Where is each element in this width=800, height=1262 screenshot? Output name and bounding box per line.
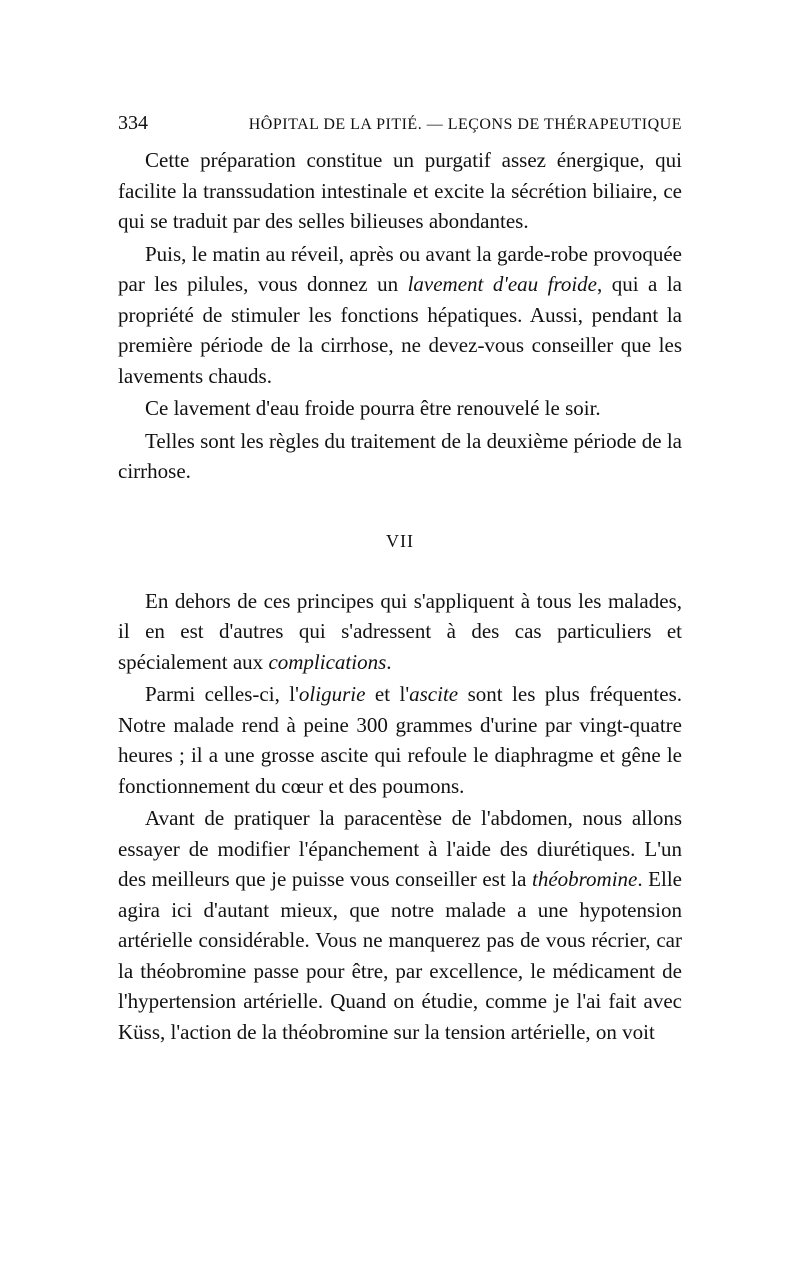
italic-term: complications: [268, 649, 387, 674]
page-number: 334: [118, 112, 148, 134]
italic-term: ascite: [409, 682, 459, 706]
italic-term: théobromine: [531, 867, 638, 891]
book-page: [118, 112, 682, 1047]
paragraph-purgatif: [118, 145, 682, 237]
paragraph-renouvele: [118, 393, 682, 424]
paragraph-text: Cette préparation constitue un purgatif assez énergique, qui facilite la transsudation intestinale et excite la sécrétion biliaire, ce qui se traduit par des selles bilieuses abondantes.: [118, 148, 682, 233]
italic-term: oligurie: [298, 682, 366, 706]
paragraph-text: Parmi celles-ci, l': [145, 682, 299, 706]
paragraph-complications: [118, 586, 682, 678]
paragraph-text: et l': [365, 682, 410, 706]
running-header: [118, 112, 682, 135]
paragraph-text: Puis, le matin au réveil, après ou avant la garde-robe provoquée par les pilules, vous donnez un: [118, 241, 682, 296]
paragraph-oligurie: [118, 679, 682, 801]
paragraph-text: .: [386, 649, 392, 674]
paragraph-text: . Elle agira ici d'autant mieux, que notre malade a une hypotension artérielle considérable. Vous ne manquerez pas de vous récrier, car la théobromine passe pour être, par excellence, le médicament de l'hypertension artérielle. Quand on étudie, comme je l'ai fait avec Küss, l'action de la théobromine sur la tension artérielle, on voit: [118, 867, 682, 1044]
paragraph-regles: [118, 426, 682, 487]
paragraph-text: Ce lavement d'eau froide pourra être renouvelé le soir.: [145, 396, 601, 420]
paragraph-text: Avant de pratiquer la paracentèse de l'abdomen, nous allons essayer de modifier l'épanchement à l'aide des diurétiques. L'un des meilleurs que je puisse vous conseiller est la: [118, 806, 682, 891]
section-heading: VII: [386, 530, 414, 551]
italic-term: lavement d'eau froide: [407, 272, 598, 296]
paragraph-text: sont les plus fréquentes. Notre malade rend à peine 300 grammes d'urine par vingt-quatre heures ; il a une grosse ascite qui refoule le diaphragme et gêne le fonctionnement du cœur et des poumons.: [118, 682, 683, 798]
running-title: HÔPITAL DE LA PITIÉ. — LEÇONS DE THÉRAPEUTIQUE: [248, 116, 682, 133]
paragraph-text: En dehors de ces principes qui s'appliquent à tous les malades, il en est d'autres qui s'adressent à des cas particuliers et spécialement aux: [118, 588, 682, 674]
paragraph-lavement: [118, 239, 682, 392]
paragraph-text: Telles sont les règles du traitement de la deuxième période de la cirrhose.: [118, 428, 682, 483]
paragraph-text: , qui a la propriété de stimuler les fonctions hépatiques. Aussi, pendant la première période de la cirrhose, ne devez-vous conseiller que les lavements chauds.: [118, 272, 683, 388]
paragraph-theobromine: [118, 803, 682, 1047]
